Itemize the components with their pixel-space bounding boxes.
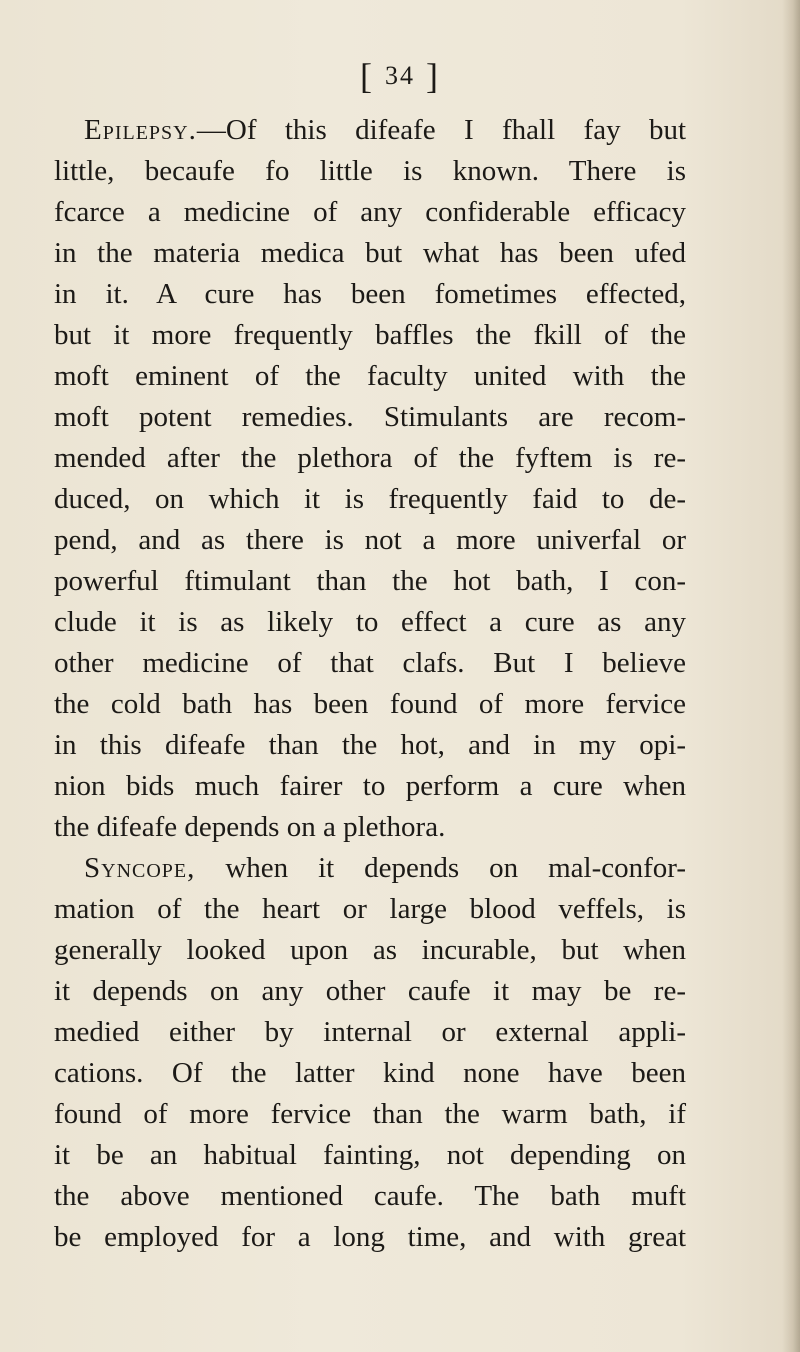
text-line: generally looked upon as incurable, but when: [54, 934, 686, 966]
page-number-value: 34: [385, 61, 415, 90]
text-line: in this difeafe than the hot, and in my opi-: [54, 729, 686, 761]
text-line: found of more fervice than the warm bath, if: [54, 1098, 686, 1130]
page-number-open-bracket: [: [360, 56, 374, 96]
text-line: be employed for a long time, and with great: [54, 1221, 686, 1253]
page-number: [0, 58, 800, 94]
text-line: fcarce a medicine of any confiderable efficacy: [54, 196, 686, 228]
text-line: mended after the plethora of the fyftem is re-: [54, 442, 686, 474]
text-line: it be an habitual fainting, not depending on: [54, 1139, 686, 1171]
text-line: the cold bath has been found of more fervice: [54, 688, 686, 720]
text-line: Syncope, when it depends on mal-confor-: [84, 852, 686, 884]
text-line: moft potent remedies. Stimulants are recom-: [54, 401, 686, 433]
text-line: other medicine of that clafs. But I believe: [54, 647, 686, 679]
page-number-close-bracket: ]: [426, 56, 440, 96]
text-line: moft eminent of the faculty united with the: [54, 360, 686, 392]
body-text: [54, 110, 686, 1258]
text-line: pend, and as there is not a more univerfal or: [54, 524, 686, 556]
text-line: duced, on which it is frequently faid to de-: [54, 483, 686, 515]
text-line: in it. A cure has been fometimes effected,: [54, 278, 686, 310]
text-line: nion bids much fairer to perform a cure when: [54, 770, 686, 802]
text-line: but it more frequently baffles the fkill of the: [54, 319, 686, 351]
text-line: it depends on any other caufe it may be re-: [54, 975, 686, 1007]
text-line: Epilepsy.—Of this difeafe I fhall fay but: [84, 114, 686, 146]
text-line: mation of the heart or large blood veffels, is: [54, 893, 686, 925]
page-edge-shadow: [782, 0, 800, 1352]
text-line: clude it is as likely to effect a cure as any: [54, 606, 686, 638]
text-line: in the materia medica but what has been ufed: [54, 237, 686, 269]
section-heading-epilepsy: Epilepsy.: [84, 114, 197, 146]
text-line: medied either by internal or external appli-: [54, 1016, 686, 1048]
text-line: powerful ftimulant than the hot bath, I con-: [54, 565, 686, 597]
text-line: the above mentioned caufe. The bath muft: [54, 1180, 686, 1212]
section-heading-syncope: Syncope,: [84, 852, 196, 884]
text-line: the difeafe depends on a plethora.: [54, 811, 446, 843]
text-line: cations. Of the latter kind none have been: [54, 1057, 686, 1089]
text-line: little, becaufe fo little is known. There is: [54, 155, 686, 187]
